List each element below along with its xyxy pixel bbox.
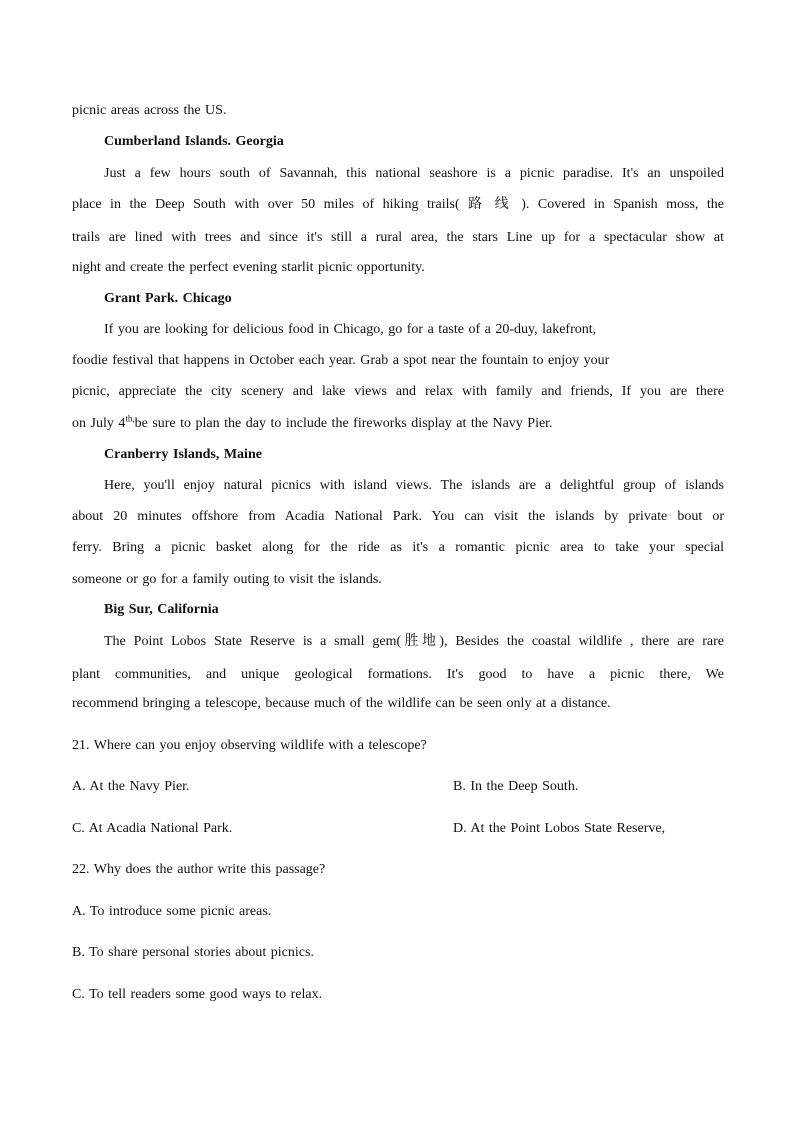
question-22-option-a: A. To introduce some picnic areas. bbox=[72, 904, 272, 919]
paragraph-line: recommend bringing a telescope, because much of the wildlife can be seen only at a distance. bbox=[72, 696, 611, 711]
paragraph-line-fireworks bbox=[72, 415, 724, 433]
question-21-stem: 21. Where can you enjoy observing wildlife with a telescope? bbox=[72, 738, 427, 753]
ordinal-suffix: th, bbox=[125, 413, 135, 424]
text-before-sup: on July 4 bbox=[72, 416, 126, 431]
paragraph-line: Just a few hours south of Savannah, this national seashore is a picnic paradise. It's an unspoiled bbox=[104, 166, 724, 181]
section-heading-grant-park: Grant Park. Chicago bbox=[104, 291, 232, 306]
paragraph-line: ferry. Bring a picnic basket along for the ride as it's a romantic picnic area to take your special bbox=[72, 540, 724, 555]
paragraph-line: place in the Deep South with over 50 miles of hiking trails( 路 线 ). Covered in Spanish moss, the bbox=[72, 197, 724, 212]
question-21-option-b: B. In the Deep South. bbox=[453, 779, 579, 794]
question-22-option-c: C. To tell readers some good ways to relax. bbox=[72, 987, 323, 1002]
section-heading-cumberland: Cumberland Islands. Georgia bbox=[104, 134, 284, 149]
question-22-stem: 22. Why does the author write this passage? bbox=[72, 862, 326, 877]
paragraph-line: night and create the perfect evening starlit picnic opportunity. bbox=[72, 260, 425, 275]
question-21-option-c: C. At Acadia National Park. bbox=[72, 821, 233, 836]
paragraph-line: If you are looking for delicious food in Chicago, go for a taste of a 20-duy, lakefront, bbox=[104, 322, 597, 337]
paragraph-line: someone or go for a family outing to visit the islands. bbox=[72, 572, 382, 587]
paragraph-line: about 20 minutes offshore from Acadia National Park. You can visit the islands by private bout or bbox=[72, 509, 724, 524]
intro-tail: picnic areas across the US. bbox=[72, 103, 227, 118]
text-after-sup: be sure to plan the day to include the fireworks display at the Navy Pier. bbox=[134, 416, 553, 431]
paragraph-line: picnic, appreciate the city scenery and lake views and relax with family and friends, If you are there bbox=[72, 384, 724, 399]
question-21-option-d: D. At the Point Lobos State Reserve, bbox=[453, 821, 666, 836]
paragraph-line: Here, you'll enjoy natural picnics with island views. The islands are a delightful group of islands bbox=[104, 478, 724, 493]
question-22-option-b: B. To share personal stories about picnics. bbox=[72, 945, 314, 960]
section-heading-cranberry: Cranberry Islands, Maine bbox=[104, 447, 262, 462]
paragraph-line: plant communities, and unique geological formations. It's good to have a picnic there, We bbox=[72, 667, 724, 682]
question-21-option-a: A. At the Navy Pier. bbox=[72, 779, 190, 794]
paragraph-line: The Point Lobos State Reserve is a small gem(胜地), Besides the coastal wildlife , there are rare bbox=[104, 634, 724, 649]
paragraph-line: foodie festival that happens in October each year. Grab a spot near the fountain to enjoy your bbox=[72, 353, 610, 368]
paragraph-line: trails are lined with trees and since it's still a rural area, the stars Line up for a spectacular show at bbox=[72, 230, 724, 245]
section-heading-big-sur: Big Sur, California bbox=[104, 602, 219, 617]
